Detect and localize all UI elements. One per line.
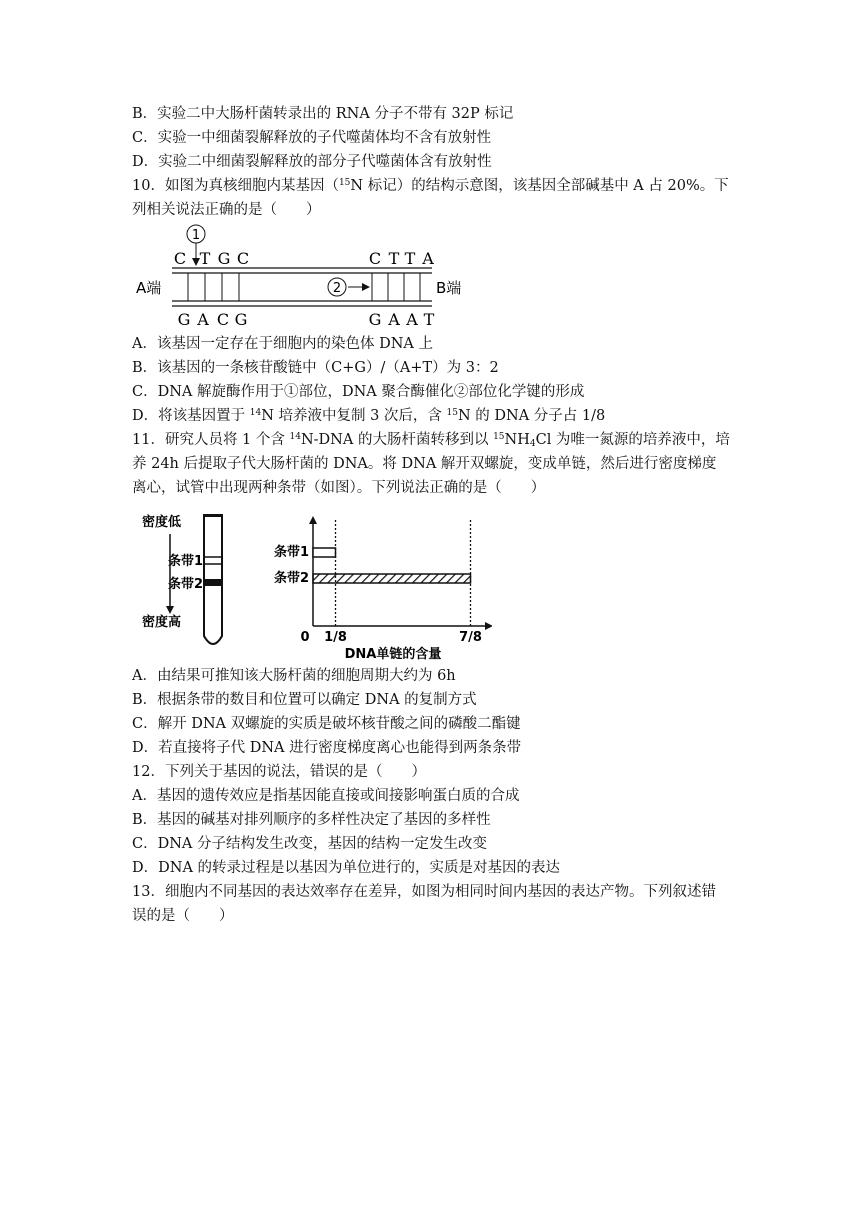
question-13-stem-line2: 误的是（ ） bbox=[132, 908, 234, 924]
question-11-stem-line2: 养 24h 后提取子代大肠杆菌的 DNA。将 DNA 解开双螺旋，变成单链，然后进行密度梯度 bbox=[132, 456, 717, 472]
x-tick-label: 0 bbox=[300, 630, 310, 645]
top-left-base: T bbox=[199, 249, 211, 268]
option-text: B．该基因的一条核苷酸链中（C+G）/（A+T）为 3：2 bbox=[132, 360, 499, 376]
x-axis-arrow-icon bbox=[485, 622, 492, 630]
option-text: A．由结果可推知该大肠杆菌的细胞周期大约为 6h bbox=[132, 668, 456, 684]
marker-1-icon: 1 bbox=[191, 228, 201, 243]
option-text: A．该基因一定存在于细胞内的染色体 DNA 上 bbox=[132, 336, 433, 352]
bottom-left-base: G bbox=[234, 310, 248, 329]
x-tick-label: 7/8 bbox=[459, 630, 482, 645]
option-text: D．将该基因置于 $^{14}$N 培养液中复制 3 次后，含 $^{15}$N 的 DNA 分子占 1/8 bbox=[132, 408, 606, 424]
top-left-base: G bbox=[217, 249, 231, 268]
question-10-stem: 10．如图为真核细胞内某基因（$^{15}$N 标记）的结构示意图，该基因全部碱基中 A 占 20%。下 bbox=[132, 178, 729, 194]
option-text: B．基因的碱基对排列顺序的多样性决定了基因的多样性 bbox=[132, 812, 491, 828]
option-text: C．DNA 解旋酶作用于①部位，DNA 聚合酶催化②部位化学键的形成 bbox=[132, 384, 585, 400]
option-text: C．DNA 分子结构发生改变，基因的结构一定发生改变 bbox=[132, 836, 487, 852]
option-text: D．DNA 的转录过程是以基因为单位进行的，实质是对基因的表达 bbox=[132, 860, 561, 876]
category-label: 条带2 bbox=[273, 571, 309, 586]
right-end-label: B端 bbox=[436, 279, 462, 297]
density-low-label: 密度低 bbox=[142, 515, 182, 530]
band-2-label: 条带2 bbox=[168, 577, 204, 592]
option-text: B．实验二中大肠杆菌转录出的 RNA 分子不带有 32P 标记 bbox=[132, 106, 514, 122]
test-tube-diagram bbox=[138, 506, 248, 656]
top-right-base: T bbox=[404, 249, 416, 268]
category-label: 条带1 bbox=[273, 545, 309, 560]
left-end-label: A端 bbox=[136, 279, 162, 297]
question-13-stem: 13．细胞内不同基因的表达效率存在差异，如图为相同时间内基因的表达产物。下列叙述错 bbox=[132, 884, 716, 900]
option-text: D．实验二中细菌裂解释放的部分子代噬菌体含有放射性 bbox=[132, 154, 492, 170]
option-text: B．根据条带的数目和位置可以确定 DNA 的复制方式 bbox=[132, 692, 477, 708]
band-1-label: 条带1 bbox=[168, 554, 204, 569]
question-10-stem-line2: 列相关说法正确的是（ ） bbox=[132, 202, 321, 218]
question-11-stem-line3: 离心，试管中出现两种条带（如图）。下列说法正确的是（ ） bbox=[132, 480, 546, 496]
bottom-left-base: G bbox=[177, 310, 191, 329]
bottom-right-base: T bbox=[423, 310, 435, 329]
density-high-label: 密度高 bbox=[142, 615, 182, 630]
option-text: C．解开 DNA 双螺旋的实质是破坏核苷酸之间的磷酸二酯键 bbox=[132, 716, 521, 732]
bottom-right-base: A bbox=[406, 310, 418, 329]
gene-structure-diagram bbox=[132, 222, 482, 332]
question-12-stem: 12．下列关于基因的说法，错误的是（ ） bbox=[132, 764, 426, 780]
x-axis-label: DNA单链的含量 bbox=[344, 647, 442, 662]
y-axis-arrow-icon bbox=[309, 516, 317, 524]
question-11-stem: 11．研究人员将 1 个含 $^{14}$N-DNA 的大肠杆菌转移到以 $^{15}NH_4Cl$ 为唯一氮源的培养液中，培 bbox=[132, 432, 730, 449]
top-right-base: T bbox=[388, 249, 400, 268]
band-content-chart bbox=[262, 512, 492, 662]
bottom-right-base: A bbox=[388, 310, 400, 329]
option-text: C．实验一中细菌裂解释放的子代噬菌体均不含有放射性 bbox=[132, 130, 492, 146]
top-right-base: A bbox=[422, 249, 434, 268]
bar bbox=[313, 548, 336, 557]
bottom-left-base: A bbox=[197, 310, 209, 329]
option-text: D．若直接将子代 DNA 进行密度梯度离心也能得到两条条带 bbox=[132, 740, 522, 756]
x-tick-label: 1/8 bbox=[324, 630, 347, 645]
bottom-left-base: C bbox=[216, 310, 230, 329]
top-right-base: C bbox=[368, 249, 382, 268]
top-left-base: C bbox=[236, 249, 250, 268]
marker-2-icon: 2 bbox=[332, 281, 342, 296]
top-left-base: C bbox=[173, 249, 187, 268]
bar bbox=[313, 574, 471, 583]
bottom-right-base: G bbox=[368, 310, 382, 329]
option-text: A．基因的遗传效应是指基因能直接或间接影响蛋白质的合成 bbox=[132, 788, 520, 804]
